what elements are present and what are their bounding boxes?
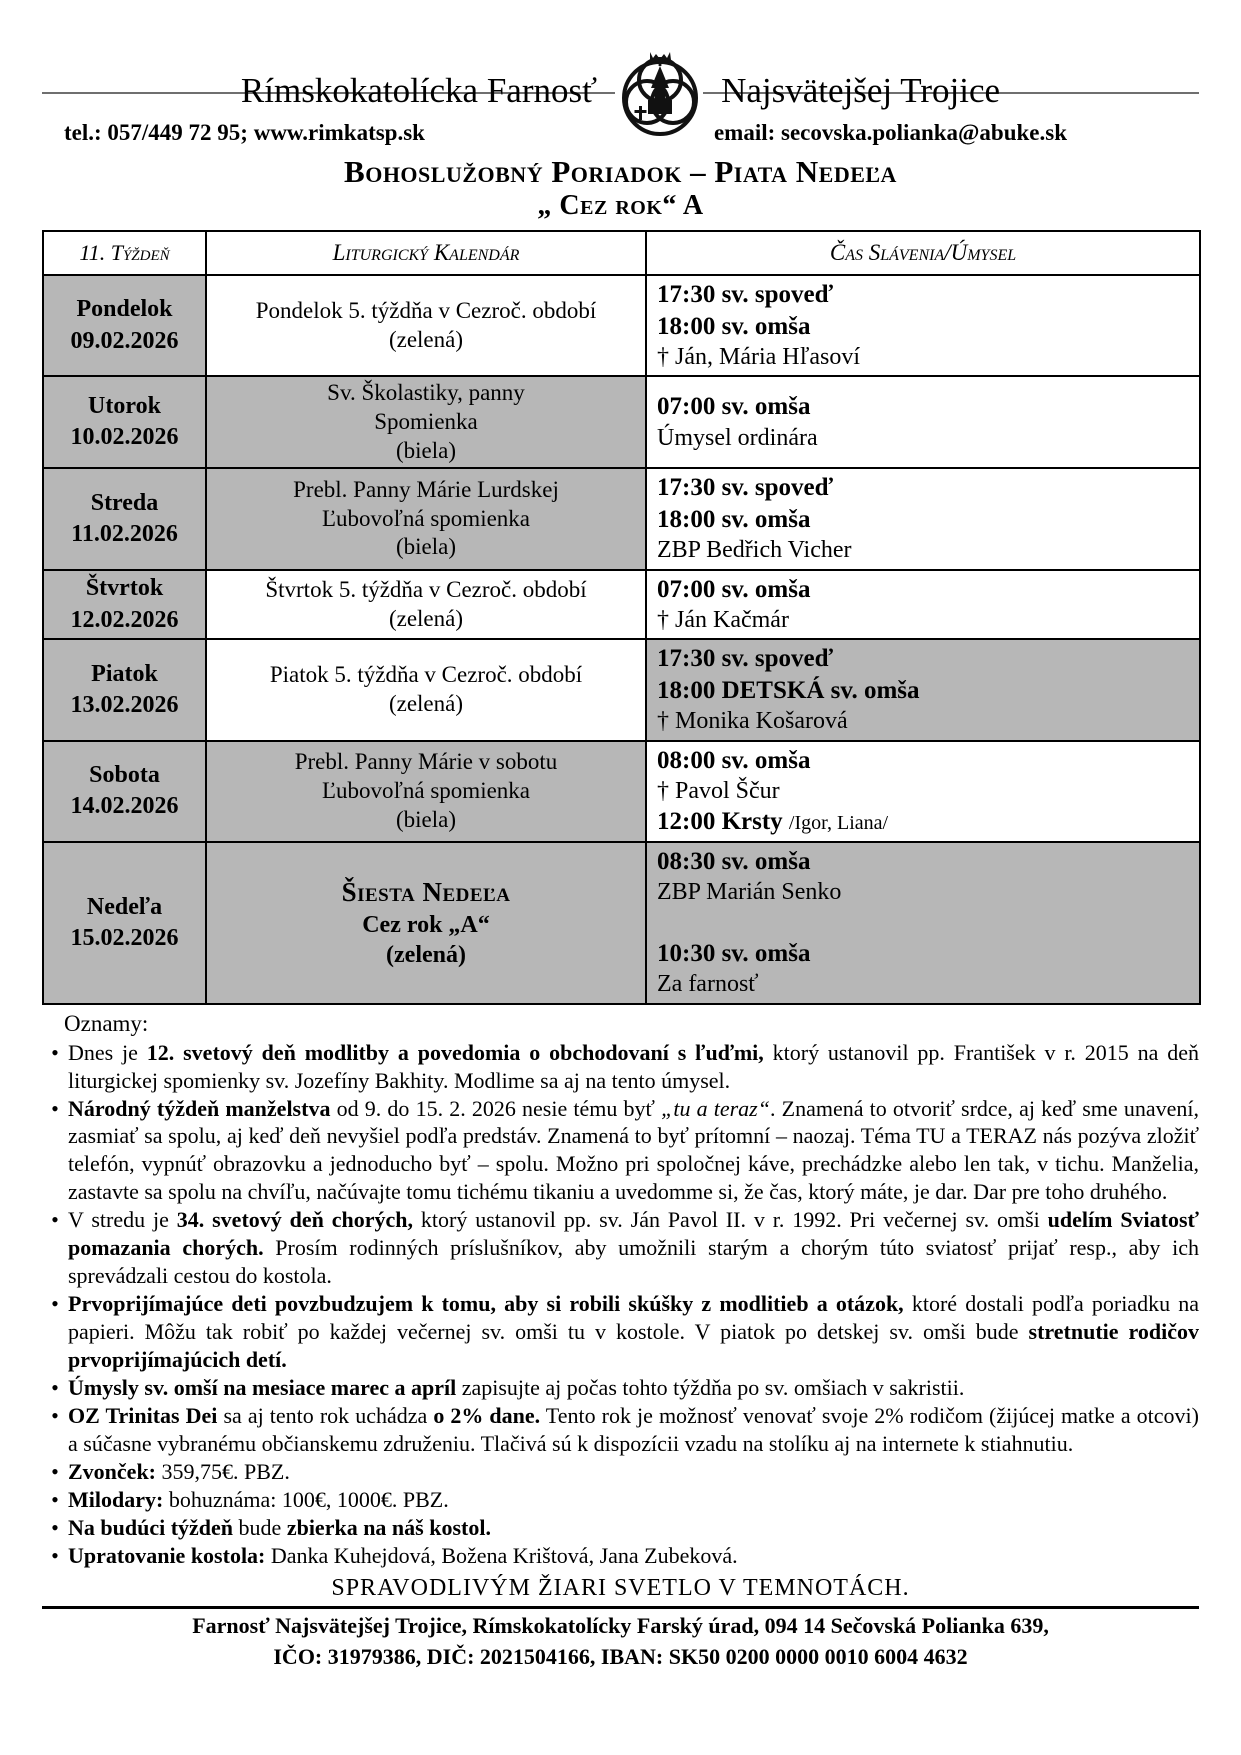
text-segment: Prosím rodinných príslušníkov, aby umožnili starým a chorým túto sviatosť prijať resp., aby ich sprevádzali cestou do kostola.: [68, 1235, 1199, 1289]
text-segment: 18:00 sv. omša: [657, 312, 811, 340]
time-line: [657, 423, 1191, 453]
table-row: [43, 741, 1200, 842]
text-segment: 08:30 sv. omša: [657, 847, 811, 875]
column-header: 11. Týždeň: [43, 231, 206, 275]
liturgical-schedule-table: [42, 230, 1201, 1005]
day-date: 12.02.2026: [70, 606, 179, 633]
announcements-list: [42, 1039, 1199, 1570]
text-segment: Národný týždeň manželstva: [68, 1095, 331, 1121]
text-segment: † Monika Košarová: [657, 708, 848, 735]
text-segment: 07:00 sv. omša: [657, 393, 811, 421]
bullet-icon: •: [51, 1374, 59, 1400]
day-date: 09.02.2026: [70, 327, 179, 354]
bullet-text: [68, 1542, 1199, 1570]
text-segment: 12. svetový deň modlitby a povedomia o obchodovaní s ľuďmi,: [146, 1039, 764, 1065]
day-date: 11.02.2026: [71, 521, 178, 548]
calendar-line: Pondelok 5. týždňa v Cezroč. období: [255, 297, 597, 323]
text-segment: o 2% dane.: [433, 1402, 541, 1428]
time-line: [657, 877, 1191, 907]
text-segment: 34. svetový deň chorých,: [176, 1207, 414, 1233]
text-segment: sa aj tento rok uchádza: [217, 1402, 434, 1428]
footer-registration: IČO: 31979386, DIČ: 2021504166, IBAN: SK50 0200 0000 0010 6004 4632: [273, 1644, 968, 1670]
calendar-cell: [206, 639, 646, 740]
list-item: [42, 1486, 1199, 1514]
table-row: [43, 570, 1200, 640]
calendar-cell: [206, 275, 646, 376]
time-line: [657, 908, 1191, 938]
time-line: [657, 311, 1191, 343]
parish-title-row: [0, 30, 1241, 151]
bullet-text: [68, 1486, 1199, 1514]
announcements-section: [42, 1011, 1199, 1570]
calendar-line: Ľubovoľná spomienka: [322, 505, 530, 531]
bullet-text: [68, 1290, 1199, 1374]
list-item: [42, 1458, 1199, 1486]
text-segment: zapisujte aj počas tohto týždňa po sv. omšiach v sakristii.: [456, 1374, 965, 1400]
text-segment: Dnes je: [68, 1039, 147, 1065]
text-segment: ktorý ustanovil pp. František v r. 2015 na deň liturgickej spomienky sv. Jozefíny Bakhity. Modlime sa aj na tento úmysel.: [68, 1039, 1199, 1093]
list-item: [42, 1514, 1199, 1542]
time-line: [657, 605, 1191, 635]
table-row: [43, 842, 1200, 1004]
text-segment: ktorý ustanovil pp. sv. Ján Pavol II. v r. 1992. Pri večernej sv. omši: [413, 1207, 1048, 1233]
calendar-line: Piatok 5. týždňa v Cezroč. období: [269, 662, 583, 688]
text-segment: Milodary:: [68, 1486, 164, 1512]
times-cell: [646, 570, 1200, 640]
calendar-line: Prebl. Panny Márie v sobotu: [294, 749, 558, 775]
times-cell: [646, 741, 1200, 842]
text-segment: Úmysel ordinára: [657, 424, 818, 451]
day-name: Utorok: [88, 393, 161, 420]
calendar-line: Ľubovoľná spomienka: [322, 777, 530, 803]
text-segment: od 9. do 15. 2. 2026 nesie tému byť: [330, 1095, 662, 1121]
calendar-cell: [206, 376, 646, 468]
table-row: [43, 376, 1200, 468]
bullet-icon: •: [51, 1402, 59, 1428]
day-name: Streda: [90, 489, 159, 516]
day-date: 10.02.2026: [70, 424, 179, 451]
trinity-church-emblem-icon: [615, 44, 703, 151]
bullet-icon: •: [51, 1542, 59, 1568]
times-cell: [646, 275, 1200, 376]
bullet-text: [68, 1095, 1199, 1207]
text-segment: ZBP Marián Senko: [657, 879, 842, 906]
text-segment: bude: [233, 1514, 287, 1540]
text-segment: Na budúci týždeň: [68, 1514, 234, 1540]
email-text: email: secovska.polianka@abuke.sk: [713, 120, 1067, 145]
page-subtitle: „ Cez rok“ A: [537, 190, 704, 221]
time-line: [657, 342, 1191, 372]
list-item: [42, 1095, 1199, 1207]
text-segment: 07:00 sv. omša: [657, 575, 811, 603]
calendar-line: Sv. Školastiky, panny: [327, 380, 525, 406]
calendar-line: (zelená): [388, 326, 464, 352]
text-segment: Za farnosť: [657, 971, 759, 998]
text-segment: Upratovanie kostola:: [68, 1542, 266, 1568]
text-segment: † Ján, Mária Hľasoví: [657, 344, 861, 370]
text-segment: 359,75€. PBZ.: [156, 1458, 290, 1484]
bullet-icon: •: [51, 1458, 59, 1484]
calendar-line: (zelená): [388, 605, 464, 631]
time-line: [657, 745, 1191, 777]
list-item: [42, 1402, 1199, 1458]
text-segment: 10:30 sv. omša: [657, 939, 811, 967]
bullet-text: [68, 1514, 1199, 1542]
time-line: [657, 938, 1191, 970]
time-line: [657, 643, 1191, 675]
times-cell: [646, 376, 1200, 468]
text-segment: bohuznáma: 100€, 1000€. PBZ.: [163, 1486, 449, 1512]
time-line: [657, 675, 1191, 707]
day-cell: [43, 570, 206, 640]
text-segment: V stredu je: [68, 1207, 177, 1233]
list-item: [42, 1542, 1199, 1570]
day-cell: [43, 275, 206, 376]
bullet-icon: •: [51, 1514, 59, 1540]
time-line: [657, 504, 1191, 536]
day-date: 13.02.2026: [70, 692, 179, 719]
time-line: [657, 535, 1191, 565]
bullet-icon: •: [51, 1095, 59, 1121]
calendar-cell: [206, 468, 646, 569]
calendar-line: Prebl. Panny Márie Lurdskej: [293, 476, 559, 502]
table-row: [43, 275, 1200, 376]
day-cell: [43, 376, 206, 468]
calendar-line: (biela): [395, 806, 456, 832]
time-line: [657, 391, 1191, 423]
footer-divider: [42, 1606, 1199, 1609]
time-line: [657, 706, 1191, 736]
page-header: [0, 0, 1241, 120]
table-row: [43, 639, 1200, 740]
calendar-line: Cez rok „A“: [362, 911, 490, 938]
day-name: Pondelok: [76, 296, 173, 323]
time-line: [657, 574, 1191, 606]
text-segment: 18:00 sv. omša: [657, 505, 811, 533]
day-cell: [43, 639, 206, 740]
calendar-line: (zelená): [386, 941, 466, 968]
list-item: [42, 1206, 1199, 1290]
calendar-cell: [206, 741, 646, 842]
list-item: [42, 1374, 1199, 1402]
day-cell: [43, 468, 206, 569]
day-name: Sobota: [89, 762, 160, 789]
day-date: 14.02.2026: [70, 793, 179, 820]
day-cell: [43, 741, 206, 842]
bullet-icon: •: [51, 1039, 59, 1065]
text-segment: „tu a teraz“: [661, 1095, 770, 1121]
text-segment: 18:00 DETSKÁ sv. omša: [657, 676, 920, 704]
times-cell: [646, 842, 1200, 1004]
calendar-cell: [206, 842, 646, 1004]
calendar-line: Šiesta Nedeľa: [341, 876, 511, 907]
phone-website-text: tel.: 057/449 72 95; www.rimkatsp.sk: [64, 120, 425, 145]
calendar-line: (zelená): [388, 691, 464, 717]
time-line: [657, 279, 1191, 311]
text-segment: OZ Trinitas Dei: [68, 1402, 218, 1428]
text-segment: udelím Sviatosť pomazania chorých.: [68, 1207, 1200, 1261]
time-line: [657, 472, 1191, 504]
announcements-heading: Oznamy:: [64, 1010, 149, 1036]
bullet-text: [68, 1374, 1199, 1402]
time-line: [657, 846, 1191, 878]
text-segment: . Znamená to otvoriť srdce, aj keď sme unavení, zasmiať sa spolu, aj keď deň nevyšiel podľa predstáv. Znamená to byť prítomní – naozaj. Téma TU a TERAZ nás pozýva zložiť telefón, vypnúť obrazovku a jednoducho byť – spolu. Možno pri spoločnej káve, prechádzke alebo len tak, v tichu. Manželia, zastavte sa spolu na chvíľu, načúvajte tomu tichému tikaniu a uvedomme si, že čas, ktorý máte, je dar. Dar pre toho druhého.: [68, 1095, 1199, 1205]
time-line: [657, 969, 1191, 999]
text-segment: /Igor, Liana/: [788, 812, 889, 835]
calendar-cell: [206, 570, 646, 640]
parish-name-right: Najsvätejšej Trojice: [721, 70, 1001, 110]
footer-address: Farnosť Najsvätejšej Trojice, Rímskokatolícky Farský úrad, 094 14 Sečovská Polianka 639,: [192, 1613, 1049, 1639]
table-row: [43, 468, 1200, 569]
list-item: [42, 1290, 1199, 1374]
schedule-body: [43, 275, 1200, 1004]
time-line: [657, 806, 1191, 838]
footer-motto: SPRAVODLIVÝM ŽIARI SVETLO V TEMNOTÁCH.: [331, 1575, 910, 1602]
list-item: [42, 1039, 1199, 1095]
text-segment: ktoré dostali podľa poriadku na papieri. Môžu tak robiť po každej večernej sv. omši tu v kostole. V piatok po detskej sv. omši bude: [68, 1291, 1199, 1344]
text-segment: [657, 910, 663, 936]
text-segment: Úmysly sv. omší na mesiace marec a apríl: [68, 1374, 457, 1400]
bullet-text: [68, 1458, 1199, 1486]
calendar-line: Štvrtok 5. týždňa v Cezroč. období: [265, 576, 587, 602]
text-segment: zbierka na náš kostol.: [286, 1514, 491, 1540]
column-header: Liturgický Kalendár: [206, 231, 646, 275]
bullet-text: [68, 1206, 1199, 1290]
calendar-line: (biela): [395, 437, 456, 463]
text-segment: ZBP Bedřich Vicher: [657, 537, 852, 564]
text-segment: 08:00 sv. omša: [657, 746, 811, 774]
times-cell: [646, 639, 1200, 740]
text-segment: Prvoprijímajúce deti povzbudzujem k tomu, aby si robili skúšky z modlitieb a otázok,: [68, 1291, 904, 1317]
text-segment: † Ján Kačmár: [657, 607, 789, 634]
day-date: 15.02.2026: [70, 924, 179, 951]
bullet-text: [68, 1402, 1199, 1458]
text-segment: † Pavol Ščur: [657, 778, 780, 805]
text-segment: Zvonček:: [68, 1458, 156, 1484]
text-segment: 17:30 sv. spoveď: [657, 645, 833, 673]
schedule-header-row: [43, 231, 1200, 275]
text-segment: stretnutie rodičov prvoprijímajúcich detí.: [68, 1319, 1200, 1372]
day-cell: [43, 842, 206, 1004]
parish-name-left: Rímskokatolícka Farnosť: [240, 70, 598, 110]
text-segment: 17:30 sv. spoveď: [657, 281, 833, 308]
text-segment: Danka Kuhejdová, Božena Krištová, Jana Zubeková.: [265, 1542, 738, 1568]
times-cell: [646, 468, 1200, 569]
bullet-text: [68, 1039, 1199, 1095]
text-segment: Tento rok je možnosť venovať svoje 2% rodičom (žijúcej matke a otcovi) a súčasne vybranému občianskemu združeniu. Tlačivá sú k dispozícii vzadu na stolíku aj na internete k stiahnutiu.: [68, 1402, 1199, 1456]
day-name: Štvrtok: [85, 575, 164, 602]
day-name: Nedeľa: [86, 893, 163, 920]
day-name: Piatok: [91, 660, 158, 687]
column-header: Čas Slávenia/Úmysel: [646, 231, 1200, 275]
text-segment: 17:30 sv. spoveď: [657, 474, 833, 502]
bullet-icon: •: [51, 1207, 59, 1233]
bullet-icon: •: [51, 1486, 59, 1512]
time-line: [657, 776, 1191, 806]
text-segment: 12:00 Krsty: [657, 808, 789, 836]
calendar-line: (biela): [395, 534, 456, 560]
page-title: Bohoslužobný Poriadok – Piata Nedeľa: [344, 154, 897, 189]
calendar-line: Spomienka: [374, 408, 478, 434]
bullet-icon: •: [51, 1291, 59, 1317]
